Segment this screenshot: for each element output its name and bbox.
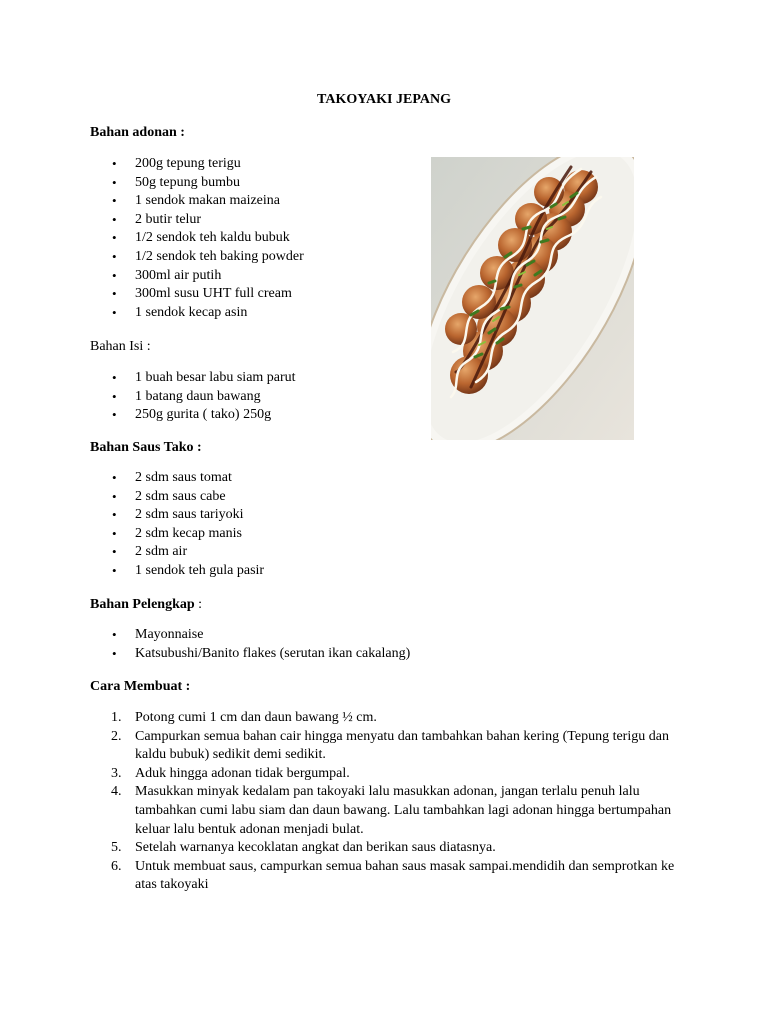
- bullet-icon: •: [112, 488, 117, 504]
- list-item: 6. Untuk membuat saus, campurkan semua bahan saus masak sampai.mendidih dan semprotkan ke atas takoyaki: [111, 858, 675, 893]
- bullet-icon: •: [112, 407, 117, 423]
- bullet-icon: •: [112, 286, 117, 302]
- heading-bahan-adonan: [90, 124, 185, 142]
- list-item: 4. Masukkan minyak kedalam pan takoyaki lalu masukkan adonan, jangan terlalu penuh lalu tambahkan cumi labu siam dan daun bawang. Lalu tambahkan lagi adonan hingga bertumpahan keluar lalu bentuk adonan menjadi bulat.: [111, 784, 672, 837]
- bullet-icon: •: [112, 267, 117, 283]
- step-number: 3.: [111, 765, 122, 781]
- list-item: • 1 buah besar labu siam parut: [90, 369, 296, 388]
- list-item: • 2 sdm saus tomat: [90, 469, 264, 488]
- bullet-icon: •: [112, 211, 117, 227]
- heading-text: Bahan Saus Tako :: [90, 440, 202, 455]
- bullet-icon: •: [112, 627, 117, 642]
- list-item: • 2 sdm saus cabe: [90, 488, 264, 507]
- list-item: • 1 sendok kecap asin: [90, 304, 304, 323]
- list-item: • 2 sdm kecap manis: [90, 525, 264, 544]
- heading-text: Bahan Isi :: [90, 339, 151, 354]
- list-item: 2. Campurkan semua bahan cair hingga menyatu dan tambahkan bahan kering (Tepung terigu dan kaldu bubuk) sedikit demi sedikit.: [111, 728, 669, 763]
- list-item: • 2 sdm saus tariyoki: [90, 506, 264, 525]
- bullet-icon: •: [112, 470, 117, 485]
- list-item: • 200g tepung terigu: [90, 155, 304, 174]
- bullet-icon: •: [112, 193, 117, 209]
- bullet-icon: •: [112, 507, 117, 523]
- heading-cara-membuat: [90, 678, 190, 696]
- bullet-icon: •: [112, 562, 117, 578]
- list-bahan-adonan: [90, 155, 304, 322]
- bullet-icon: •: [112, 544, 117, 560]
- takoyaki-photo: [431, 157, 634, 440]
- bullet-icon: •: [112, 156, 117, 171]
- list-item: • 1 sendok teh gula pasir: [90, 562, 264, 581]
- bullet-icon: •: [112, 525, 117, 541]
- list-item: • 300ml air putih: [90, 267, 304, 286]
- takoyaki-illustration: [431, 157, 634, 440]
- step-number: 5.: [111, 840, 122, 856]
- heading-text: Bahan adonan :: [90, 125, 185, 140]
- bullet-icon: •: [112, 230, 117, 246]
- list-item: • 2 sdm air: [90, 543, 264, 562]
- heading-bahan-saus: [90, 439, 202, 457]
- bullet-icon: •: [112, 370, 117, 385]
- heading-text: Cara Membuat :: [90, 679, 191, 694]
- list-bahan-pelengkap: [90, 626, 410, 663]
- step-number: 4.: [111, 784, 122, 800]
- list-cara-membuat: [90, 709, 680, 895]
- list-item: • 1/2 sendok teh kaldu bubuk: [90, 229, 304, 248]
- heading-bahan-isi: [90, 338, 151, 356]
- list-item: • 2 butir telur: [90, 211, 304, 230]
- list-item: • 1 sendok makan maizeina: [90, 192, 304, 211]
- page-title: TAKOYAKI JEPANG: [317, 92, 451, 107]
- step-number: 2.: [111, 728, 122, 744]
- bullet-icon: •: [112, 388, 117, 404]
- list-item: • 50g tepung bumbu: [90, 174, 304, 193]
- heading-text: Bahan Pelengkap: [90, 597, 195, 612]
- bullet-icon: •: [112, 174, 117, 190]
- list-item: • Katsubushi/Banito flakes (serutan ikan cakalang): [90, 645, 410, 664]
- bullet-icon: •: [112, 304, 117, 320]
- list-item: • 250g gurita ( tako) 250g: [90, 406, 296, 425]
- list-bahan-saus: [90, 469, 264, 581]
- list-item: 5. Setelah warnanya kecoklatan angkat dan berikan saus diatasnya.: [90, 839, 680, 858]
- step-number: 1.: [111, 710, 122, 725]
- step-number: 6.: [111, 858, 122, 874]
- list-item: • 1/2 sendok teh baking powder: [90, 248, 304, 267]
- bullet-icon: •: [112, 248, 117, 264]
- list-item: • 300ml susu UHT full cream: [90, 285, 304, 304]
- list-item: • Mayonnaise: [90, 626, 410, 645]
- list-item: • 1 batang daun bawang: [90, 388, 296, 407]
- heading-bahan-pelengkap: Bahan Pelengkap :: [90, 597, 203, 612]
- list-item: 1. Potong cumi 1 cm dan daun bawang ½ cm.: [90, 709, 680, 728]
- list-item: 3. Aduk hingga adonan tidak bergumpal.: [90, 765, 680, 784]
- bullet-icon: •: [112, 645, 117, 661]
- list-bahan-isi: [90, 369, 296, 425]
